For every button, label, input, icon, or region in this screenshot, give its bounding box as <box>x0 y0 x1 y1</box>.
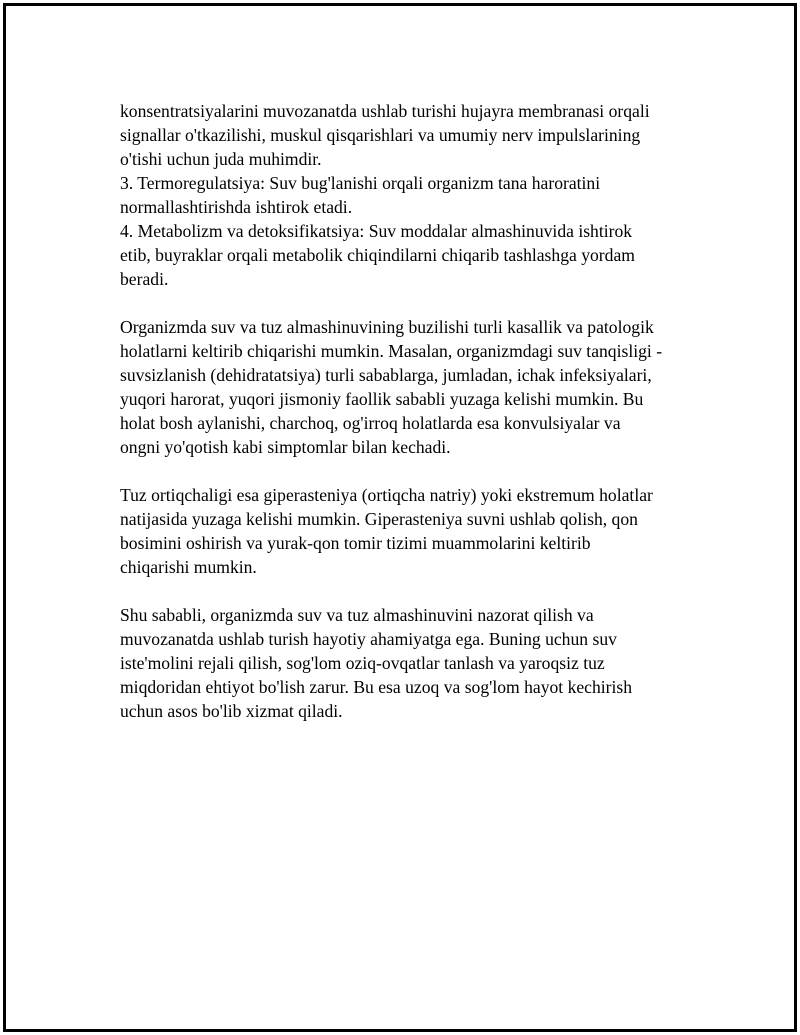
text-line: Shu sababli, organizmda suv va tuz almashinuvini nazorat qilish va <box>120 605 594 625</box>
text-line: bosimini oshirish va yurak-qon tomir tizimi muammolarini keltirib <box>120 533 591 553</box>
paragraph-buzilishi <box>120 315 700 459</box>
list-item-termoregulatsiya <box>120 171 700 219</box>
text-line: miqdoridan ehtiyot bo'lish zarur. Bu esa uzoq va sog'lom hayot kechirish <box>120 677 633 697</box>
text-line: Tuz ortiqchaligi esa giperasteniya (ortiqcha natriy) yoki ekstremum holatlar <box>120 485 653 505</box>
paragraph-spacer <box>120 579 700 603</box>
text-line: chiqarishi mumkin. <box>120 557 257 577</box>
text-line: signallar o'tkazilishi, muskul qisqarishlari va umumiy nerv impulslarining <box>120 125 641 145</box>
text-line: suvsizlanish (dehidratatsiya) turli sabablarga, jumladan, ichak infeksiyalari, <box>120 365 652 385</box>
text-line: beradi. <box>120 269 169 289</box>
text-line: holatlarni keltirib chiqarishi mumkin. Masalan, organizmdagi suv tanqisligi - <box>120 341 663 361</box>
text-line: 4. Metabolizm va detoksifikatsiya: Suv moddalar almashinuvida ishtirok <box>120 221 633 241</box>
text-line: o'tishi uchun juda muhimdir. <box>120 149 322 169</box>
page-frame <box>3 3 797 1032</box>
text-line: Organizmda suv va tuz almashinuvining buzilishi turli kasallik va patologik <box>120 317 654 337</box>
paragraph-continuation <box>120 99 700 171</box>
paragraph-tuz-ortiqchaligi <box>120 483 700 579</box>
text-line: iste'molini rejali qilish, sog'lom oziq-ovqatlar tanlash va yaroqsiz tuz <box>120 653 605 673</box>
document-body <box>120 99 700 723</box>
text-line: normallashtirishda ishtirok etadi. <box>120 197 353 217</box>
text-line: etib, buyraklar orqali metabolik chiqindilarni chiqarib tashlashga yordam <box>120 245 635 265</box>
text-line: muvozanatda ushlab turish hayotiy ahamiyatga ega. Buning uchun suv <box>120 629 617 649</box>
text-line: natijasida yuzaga kelishi mumkin. Giperasteniya suvni ushlab qolish, qon <box>120 509 638 529</box>
text-line: yuqori harorat, yuqori jismoniy faollik sababli yuzaga kelishi mumkin. Bu <box>120 389 644 409</box>
text-line: holat bosh aylanishi, charchoq, og'irroq holatlarda esa konvulsiyalar va <box>120 413 621 433</box>
text-line: ongni yo'qotish kabi simptomlar bilan kechadi. <box>120 437 451 457</box>
text-line: 3. Termoregulatsiya: Suv bug'lanishi orqali organizm tana haroratini <box>120 173 601 193</box>
paragraph-xulosa <box>120 603 700 723</box>
paragraph-spacer <box>120 459 700 483</box>
text-line: uchun asos bo'lib xizmat qiladi. <box>120 701 343 721</box>
text-line: konsentratsiyalarini muvozanatda ushlab turishi hujayra membranasi orqali <box>120 101 650 121</box>
paragraph-spacer <box>120 291 700 315</box>
list-item-metabolizm <box>120 219 700 291</box>
